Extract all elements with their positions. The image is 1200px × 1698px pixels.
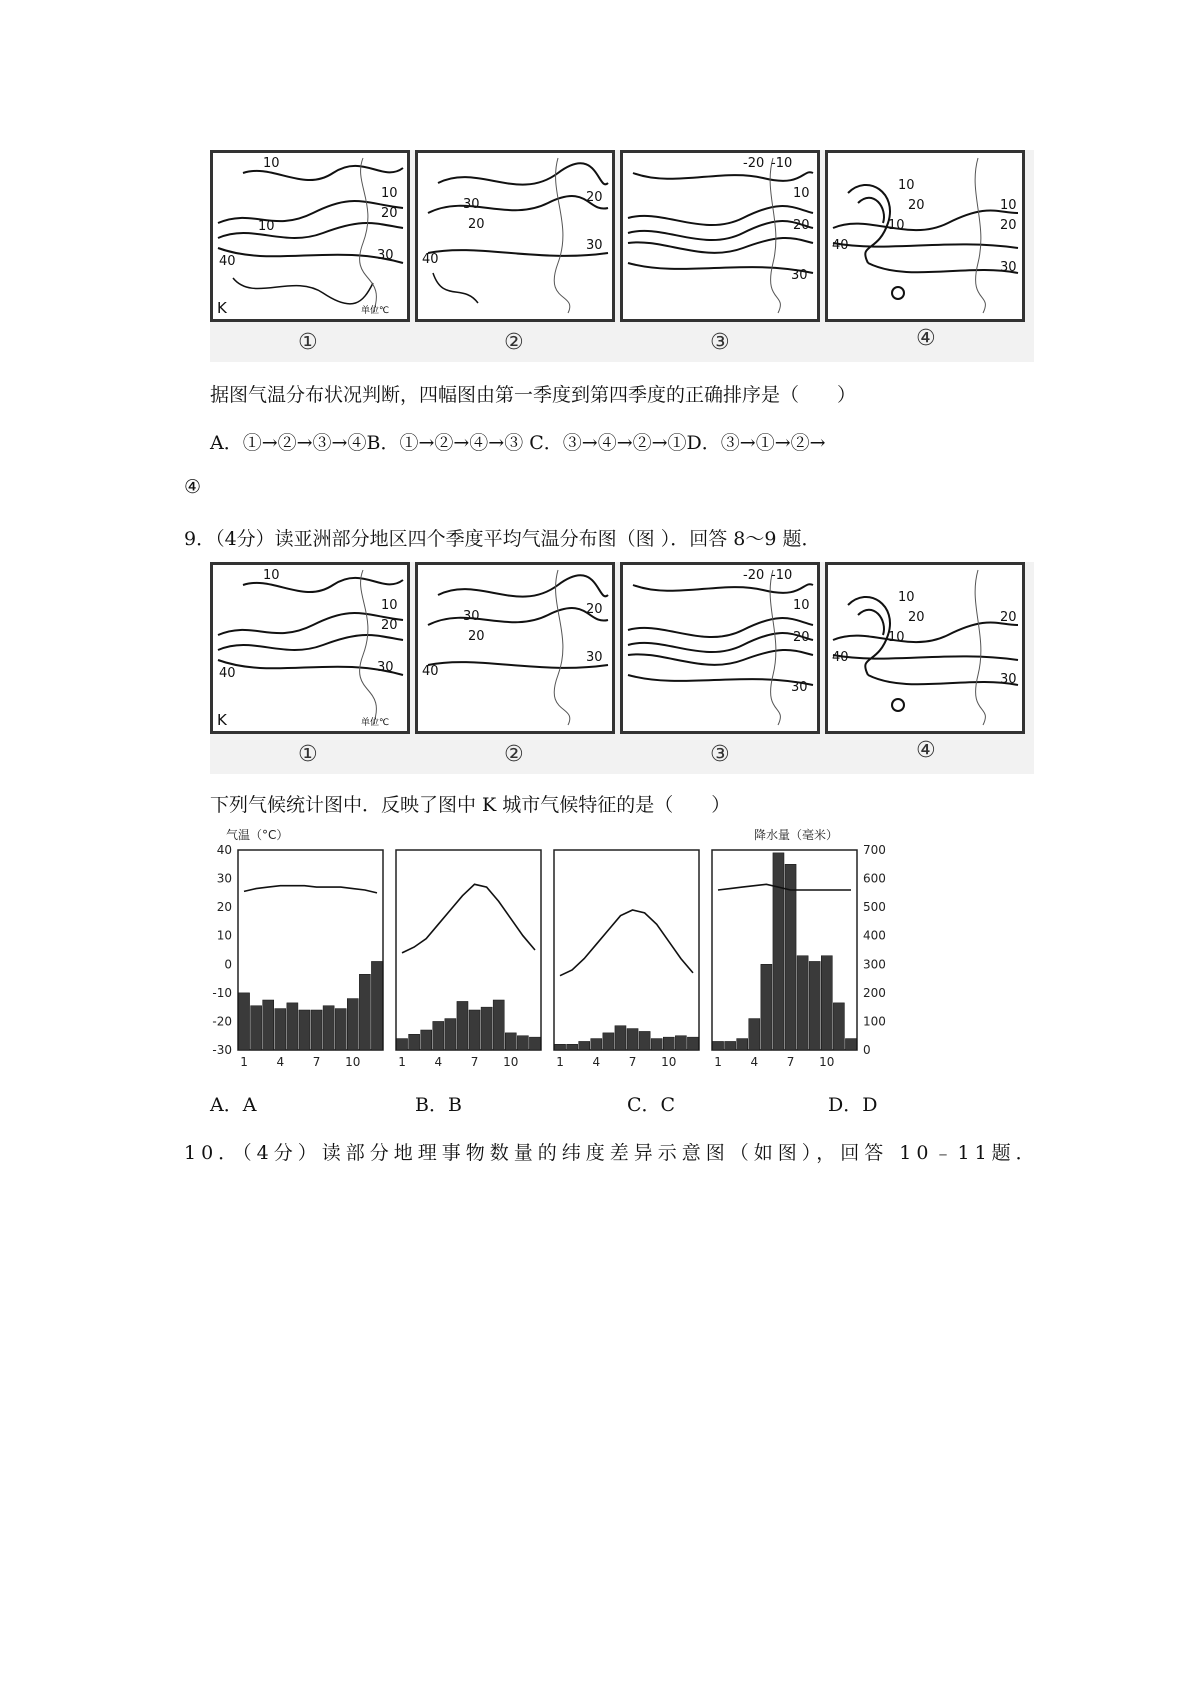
iso-label: 10 bbox=[898, 590, 915, 605]
precip-bar bbox=[445, 1019, 456, 1050]
iso-label: 40 bbox=[832, 238, 849, 253]
iso-label: 20 bbox=[793, 630, 810, 645]
isotherm-map bbox=[623, 153, 817, 319]
q8-options-line2: ④ bbox=[184, 476, 202, 498]
month-tick-label: 4 bbox=[276, 1055, 285, 1069]
chart-panel-frame bbox=[396, 850, 541, 1050]
month-tick-label: 7 bbox=[786, 1055, 795, 1069]
temp-tick-label: -20 bbox=[212, 1014, 232, 1029]
precip-bar bbox=[591, 1039, 602, 1050]
q9-option-c[interactable]: C．C bbox=[627, 1094, 676, 1116]
map-caption: ③ bbox=[710, 330, 730, 355]
precip-bar bbox=[287, 1003, 298, 1050]
precip-tick-label: 100 bbox=[863, 1014, 886, 1029]
iso-label: -10 bbox=[771, 568, 793, 583]
iso-label: 40 bbox=[832, 650, 849, 665]
month-tick-label: 10 bbox=[345, 1055, 361, 1069]
month-tick-label: 4 bbox=[434, 1055, 443, 1069]
precip-bar bbox=[675, 1036, 686, 1050]
corner-letter: K bbox=[217, 711, 227, 729]
iso-label: 20 bbox=[908, 198, 925, 213]
month-tick-label: 1 bbox=[556, 1055, 564, 1069]
precip-bar bbox=[797, 956, 808, 1050]
precip-bar bbox=[833, 1003, 844, 1050]
unit-label: 单位℃ bbox=[361, 718, 390, 728]
unit-label: 单位℃ bbox=[361, 306, 390, 316]
temp-tick-label: 10 bbox=[216, 928, 232, 943]
precip-bar bbox=[785, 864, 796, 1050]
iso-label: 10 bbox=[793, 598, 810, 613]
precip-bar bbox=[239, 993, 250, 1050]
precip-bar bbox=[335, 1009, 346, 1050]
map-caption: ③ bbox=[710, 742, 730, 767]
precip-tick-label: 700 bbox=[863, 844, 886, 857]
isotherm-map bbox=[623, 565, 817, 731]
temp-tick-label: -30 bbox=[212, 1043, 232, 1057]
iso-label: 10 bbox=[793, 186, 810, 201]
month-tick-label: 4 bbox=[750, 1055, 759, 1069]
month-tick-label: 7 bbox=[470, 1055, 479, 1069]
iso-label: 10 bbox=[258, 219, 275, 234]
month-tick-label: 1 bbox=[240, 1055, 248, 1069]
map-caption: ④ bbox=[916, 738, 936, 763]
month-tick-label: 10 bbox=[503, 1055, 519, 1069]
precip-bar bbox=[663, 1037, 674, 1050]
q9-option-d[interactable]: D．D bbox=[828, 1094, 878, 1116]
precip-bar bbox=[713, 1041, 724, 1050]
iso-label: 20 bbox=[468, 629, 485, 644]
iso-label: 30 bbox=[1000, 672, 1017, 687]
map-panel-1 bbox=[210, 150, 410, 322]
q10-heading: 10．（4分）读部分地理事物数量的纬度差异示意图（如图），回答 10﹣11题． bbox=[184, 1142, 1040, 1164]
map-caption: ④ bbox=[916, 326, 936, 351]
precip-bar bbox=[737, 1039, 748, 1050]
iso-label: 30 bbox=[463, 609, 480, 624]
iso-label: -10 bbox=[771, 156, 793, 171]
precip-bar bbox=[517, 1036, 528, 1050]
iso-label: 20 bbox=[381, 206, 398, 221]
map-caption: ① bbox=[298, 330, 318, 355]
precip-tick-label: 0 bbox=[863, 1043, 871, 1057]
precip-tick-label: 300 bbox=[863, 957, 886, 972]
iso-label: 40 bbox=[219, 666, 236, 681]
temp-tick-label: 0 bbox=[224, 957, 232, 972]
climate-charts bbox=[210, 844, 890, 1070]
precip-bar bbox=[481, 1007, 492, 1050]
precip-bar bbox=[761, 964, 772, 1050]
precip-bar bbox=[687, 1037, 698, 1050]
month-tick-label: 1 bbox=[398, 1055, 406, 1069]
precip-bar bbox=[651, 1039, 662, 1050]
precip-bar bbox=[409, 1034, 420, 1050]
iso-label: 30 bbox=[377, 660, 394, 675]
isotherm-map bbox=[418, 153, 612, 319]
iso-label: 40 bbox=[422, 664, 439, 679]
precip-bar bbox=[627, 1029, 638, 1050]
map-caption: ② bbox=[504, 330, 524, 355]
map-panel-2 bbox=[415, 562, 615, 734]
isotherm-map bbox=[213, 153, 407, 319]
iso-label: 20 bbox=[586, 602, 603, 617]
map-panel-3 bbox=[620, 150, 820, 322]
iso-label: 30 bbox=[586, 650, 603, 665]
precip-bar bbox=[567, 1044, 578, 1050]
temp-tick-label: 30 bbox=[216, 871, 232, 886]
iso-label: 30 bbox=[377, 248, 394, 263]
iso-label: 20 bbox=[1000, 610, 1017, 625]
chart-panel-frame bbox=[554, 850, 699, 1050]
map-panel-1 bbox=[210, 562, 410, 734]
precip-bar bbox=[421, 1030, 432, 1050]
isotherm-map bbox=[828, 153, 1022, 319]
precip-bar bbox=[845, 1039, 856, 1050]
precip-bar bbox=[359, 974, 370, 1050]
map-caption: ① bbox=[298, 742, 318, 767]
iso-label: 30 bbox=[1000, 260, 1017, 275]
precip-bar bbox=[347, 999, 358, 1050]
iso-label: 20 bbox=[586, 190, 603, 205]
iso-label: 40 bbox=[219, 254, 236, 269]
iso-label: 30 bbox=[791, 680, 808, 695]
precip-bar bbox=[323, 1006, 334, 1050]
iso-label: 10 bbox=[888, 630, 905, 645]
map-caption: ② bbox=[504, 742, 524, 767]
iso-label: 30 bbox=[586, 238, 603, 253]
month-tick-label: 1 bbox=[714, 1055, 722, 1069]
precip-bar bbox=[773, 853, 784, 1050]
month-tick-label: 7 bbox=[628, 1055, 637, 1069]
iso-label: -20 bbox=[743, 156, 765, 171]
precip-tick-label: 200 bbox=[863, 985, 886, 1000]
isotherm-map bbox=[418, 565, 612, 731]
isotherm-map bbox=[213, 565, 407, 731]
precip-bar bbox=[311, 1010, 322, 1050]
precip-bar bbox=[457, 1001, 468, 1050]
temp-tick-label: -10 bbox=[212, 985, 232, 1000]
iso-label: 30 bbox=[791, 268, 808, 283]
temp-axis-title: 气温（°C） bbox=[226, 828, 289, 842]
iso-label: 20 bbox=[1000, 218, 1017, 233]
iso-label: 20 bbox=[381, 618, 398, 633]
precip-bar bbox=[505, 1033, 516, 1050]
precip-bar bbox=[725, 1041, 736, 1050]
precip-bar bbox=[821, 956, 832, 1050]
precip-bar bbox=[579, 1041, 590, 1050]
iso-label: 10 bbox=[898, 178, 915, 193]
climate-chart-figure bbox=[210, 826, 890, 1076]
precip-axis-title: 降水量（毫米） bbox=[754, 828, 839, 842]
temp-tick-label: 20 bbox=[216, 900, 232, 915]
precip-bar bbox=[433, 1021, 444, 1050]
iso-label: 20 bbox=[908, 610, 925, 625]
precip-bar bbox=[251, 1006, 262, 1050]
precip-bar bbox=[263, 1000, 274, 1050]
month-tick-label: 10 bbox=[819, 1055, 835, 1069]
temp-tick-label: 40 bbox=[216, 844, 232, 857]
iso-label: 20 bbox=[793, 218, 810, 233]
map-panel-4 bbox=[825, 150, 1025, 322]
precip-bar bbox=[809, 961, 820, 1050]
precip-tick-label: 400 bbox=[863, 928, 886, 943]
month-tick-label: 7 bbox=[312, 1055, 321, 1069]
iso-label: 40 bbox=[422, 252, 439, 267]
map-panel-4 bbox=[825, 562, 1025, 734]
precip-bar bbox=[493, 1000, 504, 1050]
corner-letter: K bbox=[217, 299, 227, 317]
precip-tick-label: 600 bbox=[863, 871, 886, 886]
precip-bar bbox=[603, 1033, 614, 1050]
iso-label: 10 bbox=[263, 568, 280, 583]
q9-option-a[interactable]: A．A bbox=[210, 1094, 257, 1116]
q9-option-b[interactable]: B．B bbox=[415, 1094, 462, 1116]
iso-label: 30 bbox=[463, 197, 480, 212]
map-panel-3 bbox=[620, 562, 820, 734]
precip-tick-label: 500 bbox=[863, 900, 886, 915]
iso-label: -20 bbox=[743, 568, 765, 583]
isotherm-map bbox=[828, 565, 1022, 731]
iso-label: 10 bbox=[888, 218, 905, 233]
iso-label: 10 bbox=[381, 598, 398, 613]
precip-bar bbox=[397, 1039, 408, 1050]
precip-bar bbox=[371, 961, 382, 1050]
q9-heading: 9．（4分）读亚洲部分地区四个季度平均气温分布图（图 ）．回答 8～9 题． bbox=[184, 528, 821, 550]
q8-stem: 据图气温分布状况判断，四幅图由第一季度到第四季度的正确排序是（ ） bbox=[210, 384, 857, 406]
precip-bar bbox=[529, 1037, 540, 1050]
iso-label: 10 bbox=[263, 156, 280, 171]
precip-bar bbox=[749, 1019, 760, 1050]
precip-bar bbox=[299, 1010, 310, 1050]
q8-options-line1: A．①→②→③→④B．①→②→④→③ C．③→④→②→①D．③→①→②→ bbox=[210, 432, 826, 454]
map-figure-1 bbox=[210, 150, 1034, 362]
precip-bar bbox=[555, 1044, 566, 1050]
iso-label: 20 bbox=[468, 217, 485, 232]
month-tick-label: 10 bbox=[661, 1055, 677, 1069]
iso-label: 10 bbox=[1000, 198, 1017, 213]
precip-bar bbox=[639, 1031, 650, 1050]
q9-stem: 下列气候统计图中．反映了图中 K 城市气候特征的是（ ） bbox=[210, 794, 731, 816]
precip-bar bbox=[615, 1026, 626, 1050]
iso-label: 10 bbox=[381, 186, 398, 201]
precip-bar bbox=[275, 1009, 286, 1050]
map-panel-2 bbox=[415, 150, 615, 322]
month-tick-label: 4 bbox=[592, 1055, 601, 1069]
map-figure-2 bbox=[210, 562, 1034, 774]
precip-bar bbox=[469, 1010, 480, 1050]
